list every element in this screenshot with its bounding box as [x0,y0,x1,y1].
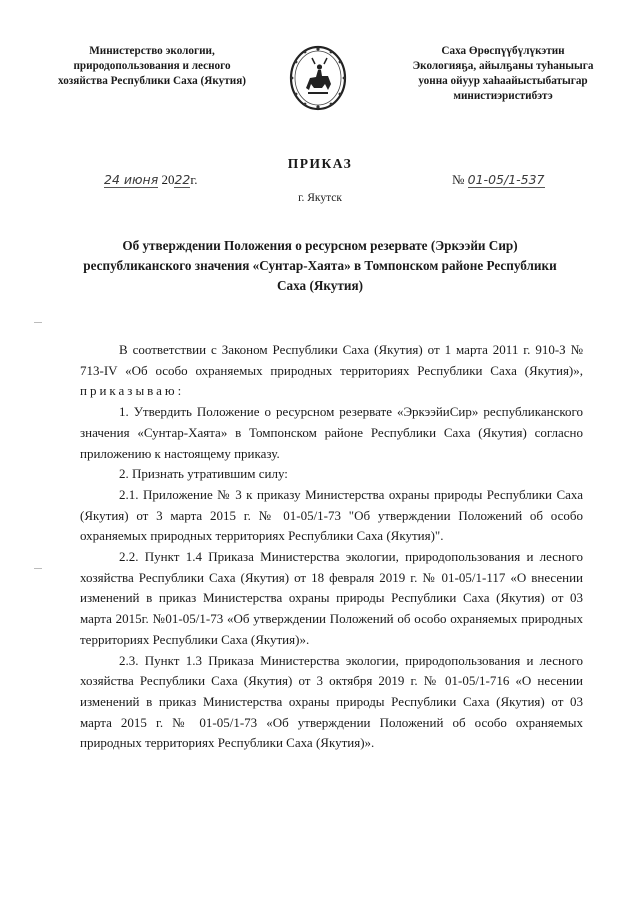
scan-margin-mark [34,322,42,323]
ministry-name-line: Экологияҕа, айылҕаны туһаныыга [412,60,594,72]
ministry-name-line: министиэристибэтэ [453,90,553,102]
year-suffix: г. [190,172,198,187]
clause-2-1: 2.1. Приложение № 3 к приказу Министерства охраны природы Республики Саха (Якутия) от 3 марта 2015 г. № 01-05/1-73 "Об утверждении Положений об особо охраняемых природных территориях Республики Саха (Якутия)". [80,486,583,544]
ministry-name-line: Саха Өрөспүүбүлүкэтин [441,45,565,57]
city: г. Якутск [298,192,342,204]
ministry-name-line: уонна ойуур хаһаайыстыбатыгар [418,75,588,87]
clause-2-2: 2.2. Пункт 1.4 Приказа Министерства экологии, природопользования и лесного хозяйства Республики Саха (Якутия) от 18 февраля 2019 г. № 01-05/1-117 «О внесении изменений в приказ Министерства охраны природы Республики Саха (Якутия) от 03 марта 2015г. №01-05/1-73 «Об утверждении Положений об особо охраняемых природных территориях Республики Саха (Якутия)». [80,549,583,647]
order-title: Об утверждении Положения о ресурсном резервате (Эркээйи Сир) республиканского значения «Сунтар-Хаята» в Томпонском районе Республики Саха (Якутия) [83,238,557,293]
year-prefix: 20 [161,172,175,187]
scan-margin-mark [34,568,42,569]
ministry-name-russian [52,44,252,89]
order-word: приказываю: [80,383,185,399]
clause-1: 1. Утвердить Положение о ресурсном резервате «ЭркээйиСир» республиканского значения «Сунтар-Хаята» в Томпонском районе Республики Саха (Якутия) согласно приложению к настоящему приказу. [80,404,583,461]
number-sign: № [452,172,465,187]
intro-paragraph [80,340,583,402]
ministry-name-line: Министерство экологии, [89,45,215,57]
clause-2-3: 2.3. Пункт 1.3 Приказа Министерства экологии, природопользования и лесного хозяйства Республики Саха (Якутия) от 3 октября 2019 г. № 01-05/1-716 «О несении изменений в приказ Министерства охраны природы Республики Саха (Якутия) от 03 марта 2015 г. № 01-05/1-73 «Об утверждении Положений об особо охраняемых природных территориях Республики Саха (Якутия)». [80,652,583,751]
handwritten-number: 01-05/1-537 [467,172,545,187]
order-body [80,340,583,754]
handwritten-year: 22 [174,172,191,187]
ministry-name-line: природопользования и лесного [73,60,231,72]
clause-2: 2. Признать утратившим силу: [119,466,288,482]
handwritten-date: 24 июня [104,172,159,187]
order-date [104,172,198,188]
ministry-name-line: хозяйства Республики Саха (Якутия) [58,75,246,87]
document-type: ПРИКАЗ [287,156,353,171]
order-number [452,172,545,188]
ministry-name-yakut [392,44,614,104]
coat-of-arms-emblem [288,44,348,112]
intro-text: В соответствии с Законом Республики Саха (Якутия) от 1 марта 2011 г. 910-З № 713-IV «Об особо охраняемых природных территориях Республики Саха (Якутия)», [80,342,583,378]
coat-of-arms-icon [288,44,348,112]
